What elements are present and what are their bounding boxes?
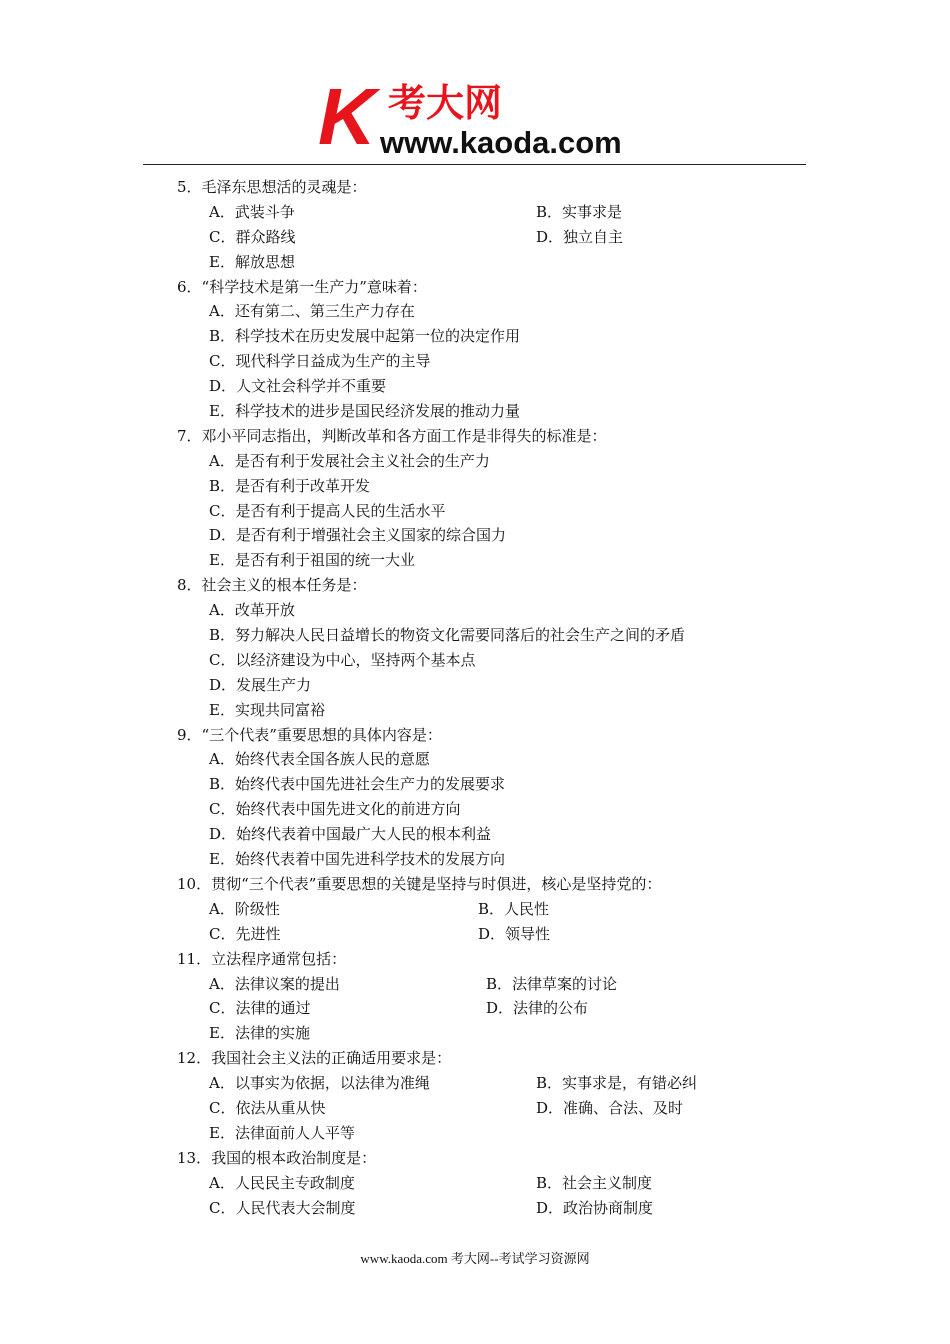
header-divider [143,164,806,165]
question-row [0,573,950,598]
question-text: 9．“三个代表”重要思想的具体内容是： [177,725,442,744]
question-text: 7．邓小平同志指出，判断改革和各方面工作是非得失的标准是： [177,426,607,445]
question-text: 13．我国的根本政治制度是： [177,1148,377,1167]
option-row [0,523,950,548]
answer-option: E．始终代表着中国先进科学技术的发展方向 [209,850,505,869]
answer-option: C．以经济建设为中心，坚持两个基本点 [209,650,476,669]
option-row [0,499,950,524]
option-row [0,822,950,847]
option-row [0,474,950,499]
question-row [0,424,950,449]
option-row [0,299,950,324]
answer-option: C．法律的通过 [209,999,311,1018]
option-row [0,324,950,349]
option-row [0,1096,950,1121]
answer-option: D．准确、合法、及时 [536,1098,684,1117]
option-row [0,996,950,1021]
question-row [0,723,950,748]
option-row [0,698,950,723]
answer-option: C．是否有利于提高人民的生活水平 [209,501,446,520]
option-row [0,225,950,250]
question-row [0,872,950,897]
answer-option: B．人民性 [478,899,550,918]
answer-option: E．解放思想 [209,252,295,271]
option-row [0,772,950,797]
option-row [0,399,950,424]
answer-option: C．依法从重从快 [209,1098,326,1117]
question-text: 8．社会主义的根本任务是： [177,576,367,595]
answer-option: C．始终代表中国先进文化的前进方向 [209,800,461,819]
answer-option: D．人文社会科学并不重要 [209,377,387,396]
option-row [0,374,950,399]
answer-option: A．还有第二、第三生产力存在 [209,302,415,321]
option-row [0,349,950,374]
option-row [0,1171,950,1196]
option-row [0,747,950,772]
question-text: 12．我国社会主义法的正确适用要求是： [177,1049,452,1068]
logo-graphic [318,78,638,160]
option-row [0,897,950,922]
option-row [0,673,950,698]
answer-option: B．始终代表中国先进社会生产力的发展要求 [209,775,506,794]
answer-option: A．阶级性 [209,899,280,918]
question-list [0,175,950,1220]
logo-chinese-name: 考大网 [388,81,503,125]
answer-option: A．改革开放 [209,601,295,620]
answer-option: A．人民民主专政制度 [209,1173,355,1192]
answer-option: B．实事求是，有错必纠 [536,1074,698,1093]
option-row [0,1021,950,1046]
answer-option: A．武装斗争 [209,202,295,221]
answer-option: A．以事实为依据，以法律为准绳 [209,1074,430,1093]
answer-option: D．是否有利于增强社会主义国家的综合国力 [209,526,507,545]
answer-option: A．法律议案的提出 [209,974,340,993]
answer-option: B．社会主义制度 [536,1173,653,1192]
answer-option: A．是否有利于发展社会主义社会的生产力 [209,451,490,470]
answer-option: A．始终代表全国各族人民的意愿 [209,750,430,769]
answer-option: E．法律的实施 [209,1024,310,1043]
logo-letter: K [318,78,376,160]
option-row [0,972,950,997]
option-row [0,548,950,573]
question-row [0,947,950,972]
answer-option: B．实事求是 [536,202,623,221]
answer-option: E．科学技术的进步是国民经济发展的推动力量 [209,402,520,421]
question-row [0,1046,950,1071]
option-row [0,200,950,225]
answer-option: B．努力解决人民日益增长的物资文化需要同落后的社会生产之间的矛盾 [209,626,686,645]
answer-option: D．政治协商制度 [536,1198,654,1217]
option-row [0,1196,950,1221]
question-text: 10．贯彻“三个代表”重要思想的关键是坚持与时俱进，核心是坚持党的： [177,874,662,893]
question-text: 11．立法程序通常包括： [177,949,347,968]
question-row [0,275,950,300]
option-row [0,598,950,623]
option-row [0,648,950,673]
option-row [0,922,950,947]
answer-option: C．先进性 [209,924,281,943]
option-row [0,449,950,474]
option-row [0,847,950,872]
option-row [0,623,950,648]
answer-option: C．群众路线 [209,227,296,246]
answer-option: E．是否有利于祖国的统一大业 [209,551,415,570]
question-row [0,1146,950,1171]
answer-option: B．是否有利于改革开发 [209,476,371,495]
answer-option: B．科学技术在历史发展中起第一位的决定作用 [209,327,521,346]
option-row [0,797,950,822]
answer-option: E．法律面前人人平等 [209,1123,355,1142]
answer-option: D．领导性 [478,924,551,943]
option-row [0,1071,950,1096]
question-row [0,175,950,200]
answer-option: D．法律的公布 [486,999,589,1018]
option-row [0,1121,950,1146]
question-text: 6．“科学技术是第一生产力”意味着： [177,277,427,296]
answer-option: C．人民代表大会制度 [209,1198,356,1217]
site-logo[interactable] [318,78,638,160]
answer-option: D．独立自主 [536,227,624,246]
answer-option: C．现代科学日益成为生产的主导 [209,352,431,371]
answer-option: D．发展生产力 [209,675,312,694]
answer-option: B．法律草案的讨论 [486,974,618,993]
answer-option: E．实现共同富裕 [209,700,325,719]
logo-url: www.kaoda.com [380,125,622,160]
option-row [0,250,950,275]
page-footer: www.kaoda.com 考大网--考试学习资源网 [360,1251,590,1266]
question-text: 5．毛泽东思想活的灵魂是： [177,178,367,196]
answer-option: D．始终代表着中国最广大人民的根本利益 [209,825,492,844]
